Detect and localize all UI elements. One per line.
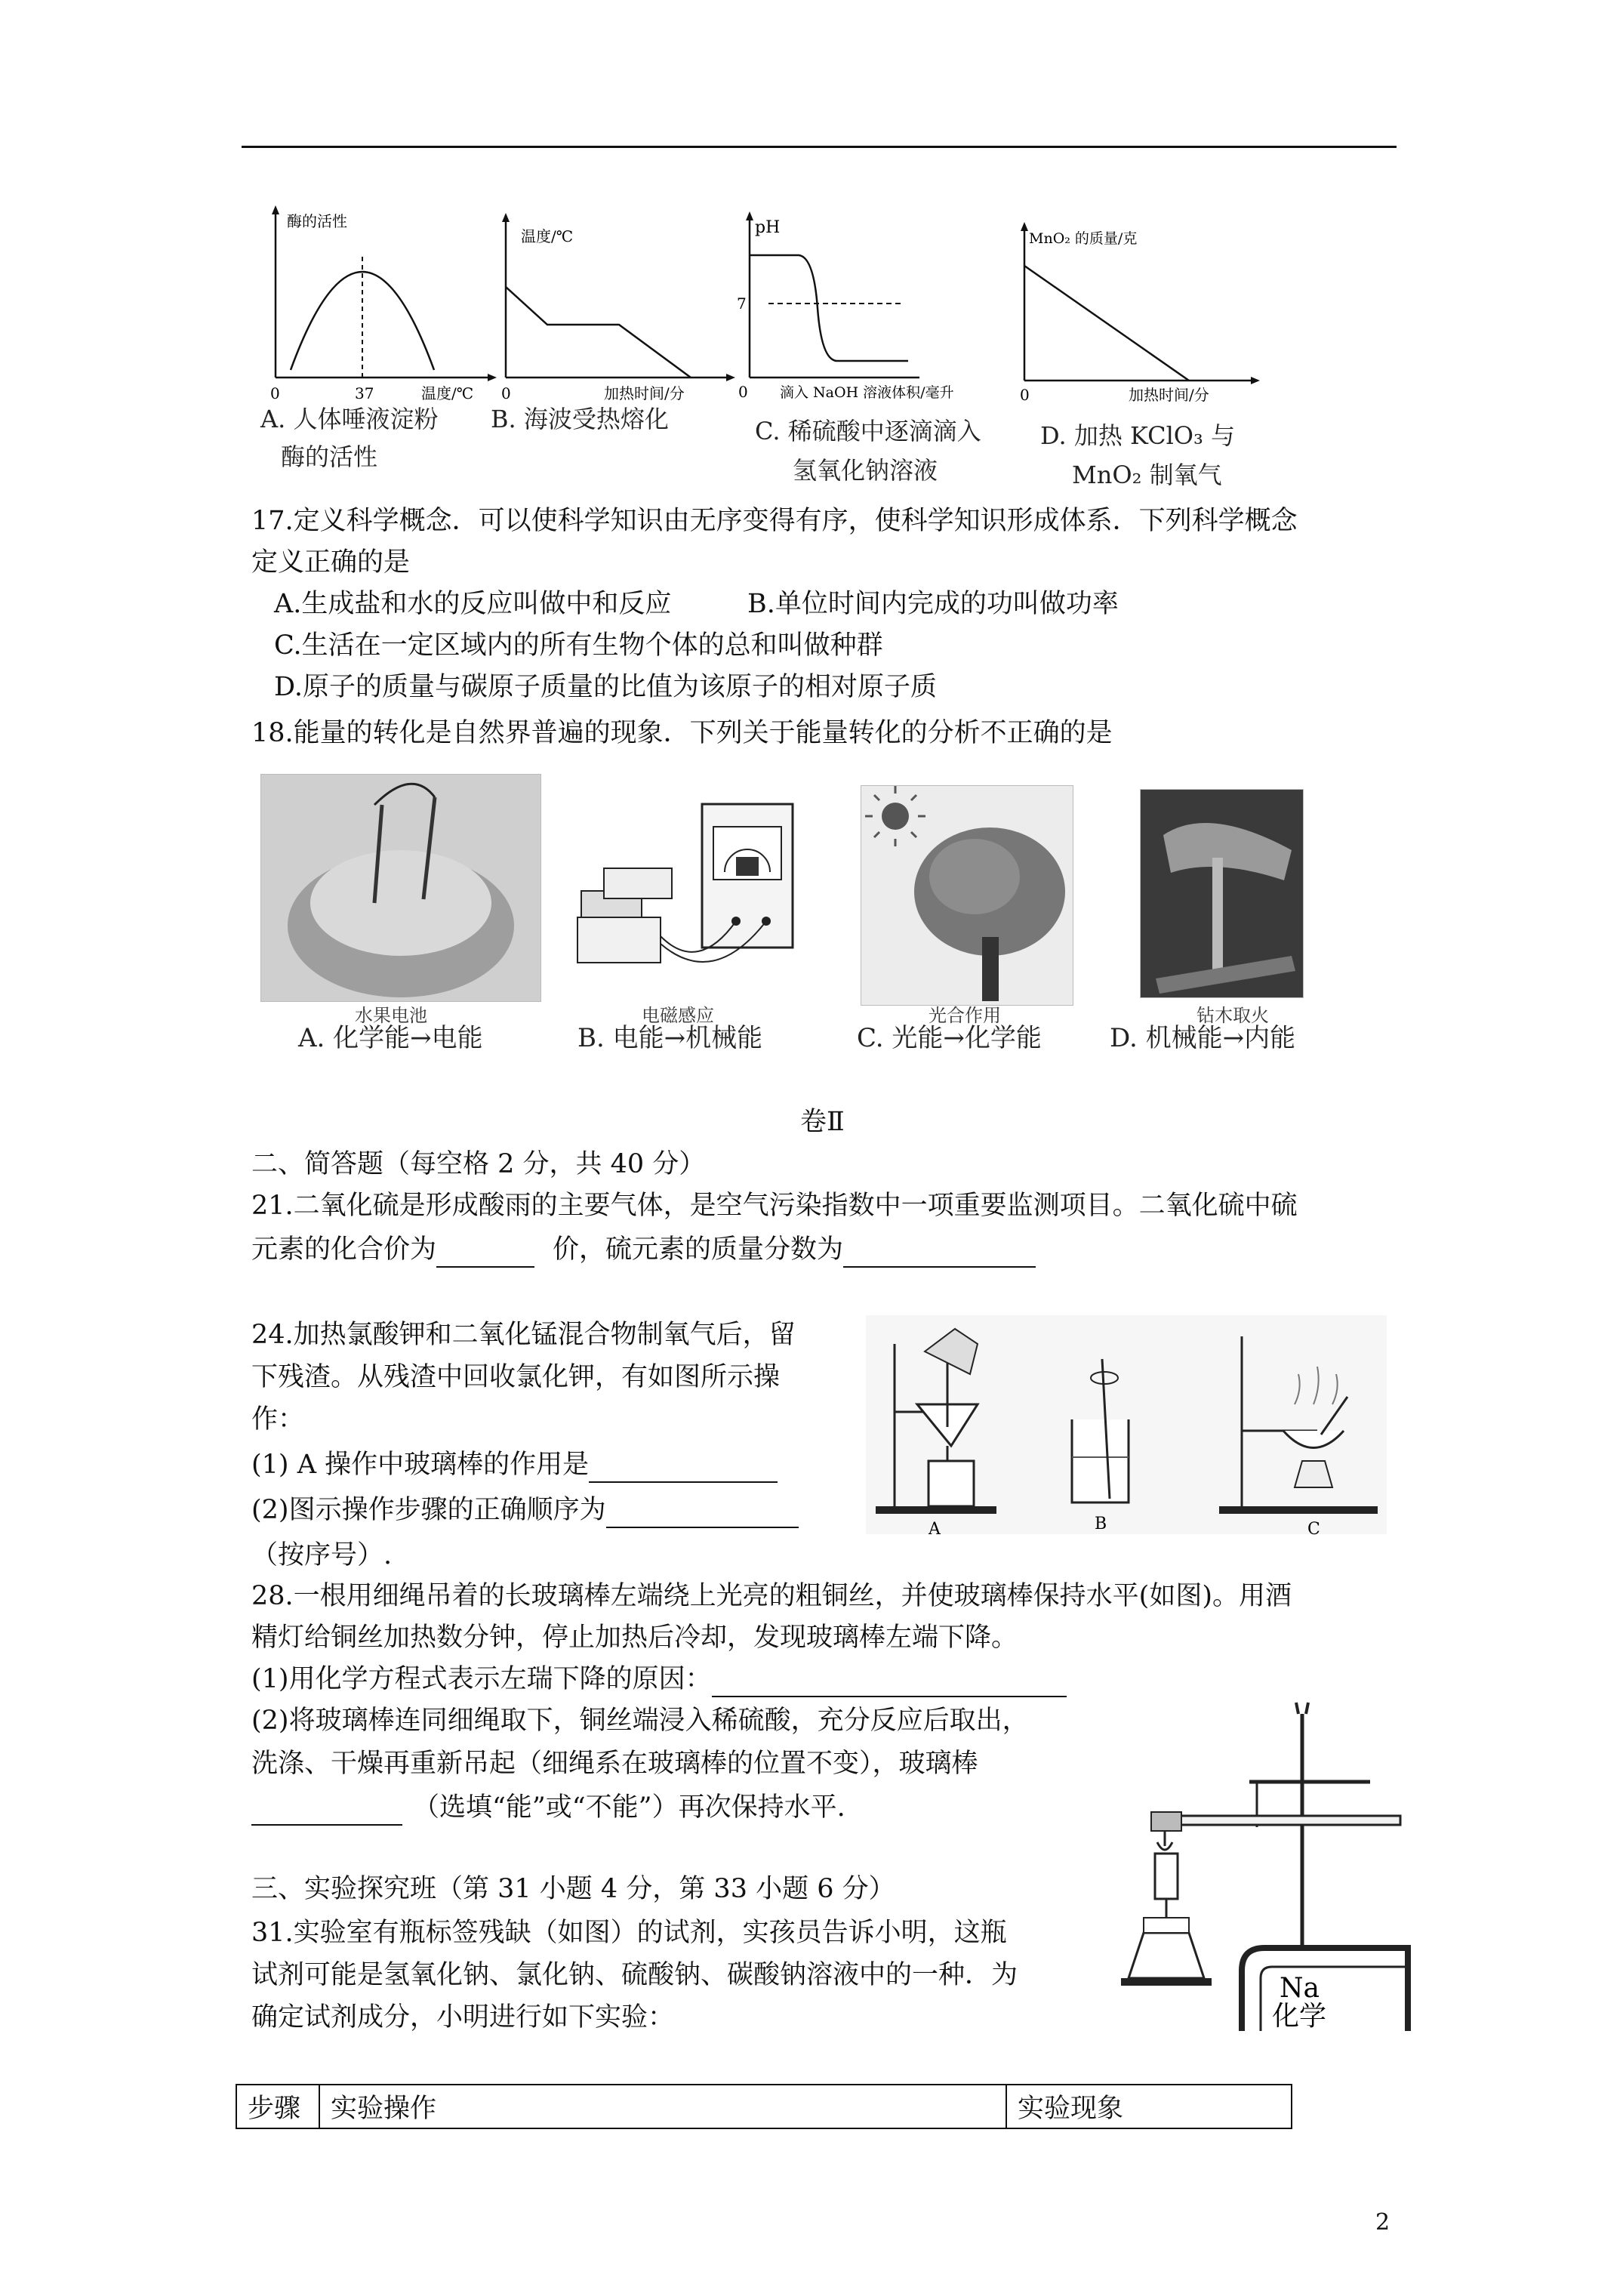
q28-line-1: 28.一根用细绳吊着的长玻璃棒左端绕上光亮的粗铜丝，并使玻璃棒保持水平(如图)。用酒 bbox=[251, 1581, 1292, 1611]
panel-d-caption: D. 机械能→内能 bbox=[1110, 1023, 1296, 1053]
graph-a-caption-2: 酶的活性 bbox=[281, 442, 378, 471]
header-rule bbox=[242, 146, 1397, 148]
q31-experiment-table bbox=[236, 2084, 1292, 2129]
graph-a-tick: 37 bbox=[355, 384, 374, 402]
panel-d-title: 钻木取火 bbox=[1196, 1005, 1269, 1026]
q17-stem-1: 17.定义科学概念．可以使科学知识由无序变得有序，使科学知识形成体系．下列科学概念 bbox=[251, 506, 1298, 536]
table-header-step: 步骤 bbox=[236, 2085, 319, 2128]
table-header-operation: 实验操作 bbox=[319, 2085, 1006, 2128]
q28-line-5: 洗涤、干燥再重新吊起（细绳系在玻璃棒的位置不变），玻璃棒 bbox=[251, 1749, 978, 1779]
q24-line-5 bbox=[251, 1492, 799, 1528]
q24-line-6: （按序号）. bbox=[251, 1540, 393, 1570]
q24-q2-blank[interactable] bbox=[606, 1499, 799, 1528]
q21-valence-blank[interactable] bbox=[436, 1239, 534, 1268]
q31-line-3: 确定试剂成分，小明进行如下实验： bbox=[251, 2002, 675, 2032]
reagent-label-text-2: 化学 bbox=[1272, 2001, 1327, 2032]
graph-c-caption-1: C. 稀硫酸中逐滴滴入 bbox=[755, 417, 981, 445]
section-2-title: 二、简答题（每空格 2 分，共 40 分） bbox=[251, 1149, 706, 1179]
panel-a-caption: A. 化学能→电能 bbox=[298, 1023, 483, 1053]
table-header-phenomenon: 实验现象 bbox=[1006, 2085, 1292, 2128]
graph-a-xlabel: 温度/℃ bbox=[421, 384, 474, 402]
q24-line-4 bbox=[251, 1447, 778, 1483]
graph-c-caption-2: 氢氧化钠溶液 bbox=[793, 456, 938, 485]
graph-d-caption-2: MnO₂ 制氧气 bbox=[1072, 461, 1222, 489]
graph-d-ylabel: MnO₂ 的质量/克 bbox=[1029, 230, 1138, 247]
q31-line-2: 试剂可能是氢氧化钠、氯化钠、硫酸钠、碳酸钠溶液中的一种．为 bbox=[251, 1960, 1018, 1990]
q28-line-6 bbox=[251, 1789, 845, 1826]
q21-line-2 bbox=[251, 1231, 1036, 1268]
photosynthesis-figure bbox=[861, 785, 1073, 1006]
panel-c-caption: C. 光能→化学能 bbox=[857, 1023, 1042, 1053]
graph-c-tick: 7 bbox=[737, 294, 747, 313]
electromagnetic-induction-figure bbox=[562, 785, 834, 1004]
sun-icon bbox=[882, 803, 909, 830]
graph-c-origin: 0 bbox=[738, 383, 748, 401]
q24-fig-label-a: A bbox=[929, 1520, 941, 1539]
q17-stem-2: 定义正确的是 bbox=[251, 547, 411, 578]
section-3-title: 三、实验探究班（第 31 小题 4 分，第 33 小题 6 分） bbox=[251, 1874, 895, 1904]
q24-q1-text: (1) A 操作中玻璃棒的作用是 bbox=[251, 1450, 590, 1480]
panel-c-title: 光合作用 bbox=[929, 1005, 1001, 1026]
graph-b-caption: B. 海波受热熔化 bbox=[491, 405, 669, 433]
graph-c-xlabel: 滴入 NaOH 溶液体积/毫升 bbox=[780, 384, 954, 401]
graph-b-origin: 0 bbox=[501, 384, 511, 402]
q21-text-b: 价，硫元素的质量分数为 bbox=[553, 1234, 844, 1265]
q28-line-2: 精灯给铜丝加热数分钟，停止加热后冷却，发现玻璃棒左端下降。 bbox=[251, 1623, 1018, 1653]
fruit-battery-photo bbox=[260, 774, 541, 1002]
q21-text-a: 元素的化合价为 bbox=[251, 1234, 437, 1265]
table-header-row bbox=[236, 2085, 1292, 2128]
q24-fig-label-b: B bbox=[1095, 1515, 1107, 1533]
q24-q2-text: (2)图示操作步骤的正确顺序为 bbox=[251, 1495, 606, 1525]
graph-d-xlabel: 加热时间/分 bbox=[1129, 386, 1209, 404]
q28-line-3 bbox=[251, 1661, 1067, 1697]
graph-d-mno2-mass bbox=[1015, 220, 1264, 408]
q28-line-4: (2)将玻璃棒连同细绳取下，铜丝端浸入稀硫酸，充分反应后取出， bbox=[251, 1706, 1029, 1736]
q17-option-c: C.生活在一定区域内的所有生物个体的总和叫做种群 bbox=[274, 630, 883, 661]
q24-line-1: 24.加热氯酸钾和二氧化锰混合物制氧气后，留 bbox=[251, 1320, 796, 1350]
q17-option-b: B.单位时间内完成的功叫做功率 bbox=[747, 589, 1119, 619]
graph-a-enzyme-activity bbox=[249, 204, 498, 408]
graph-a-caption-1: A. 人体唾液淀粉 bbox=[260, 405, 439, 433]
q21-mass-fraction-blank[interactable] bbox=[843, 1239, 1036, 1268]
q17-option-a: A.生成盐和水的反应叫做中和反应 bbox=[274, 589, 672, 619]
q24-line-2: 下残渣。从残渣中回收氯化钾，有如图所示操 bbox=[251, 1362, 781, 1392]
graph-a-ylabel: 酶的活性 bbox=[287, 212, 347, 230]
q24-line-3: 作： bbox=[251, 1404, 305, 1435]
q17-option-d: D.原子的质量与碳原子质量的比值为该原子的相对原子质 bbox=[274, 672, 937, 702]
panel-b-caption: B. 电能→机械能 bbox=[577, 1023, 763, 1053]
q21-line-1: 21.二氧化硫是形成酸雨的主要气体，是空气污染指数中一项重要监测项目。二氧化硫中硫 bbox=[251, 1191, 1298, 1221]
q24-fig-label-c: C bbox=[1307, 1520, 1320, 1539]
drilling-wood-fire-photo bbox=[1140, 789, 1304, 998]
graph-b-hypo-melting bbox=[491, 211, 740, 408]
graph-d-caption-1: D. 加热 KClO₃ 与 bbox=[1040, 421, 1236, 450]
q28-equation-blank[interactable] bbox=[712, 1669, 1067, 1697]
graph-c-ylabel: pH bbox=[755, 218, 781, 237]
graph-b-xlabel: 加热时间/分 bbox=[604, 384, 685, 402]
reagent-label-text-1: Na bbox=[1280, 1973, 1320, 2004]
panel-a-title: 水果电池 bbox=[355, 1005, 427, 1026]
page-number: 2 bbox=[1375, 2209, 1390, 2236]
q18-stem: 18.能量的转化是自然界普遍的现象．下列关于能量转化的分析不正确的是 bbox=[251, 718, 1113, 748]
volume-title: 卷Ⅱ bbox=[800, 1107, 845, 1137]
q28-q2-text: （选填“能”或“不能”）再次保持水平. bbox=[413, 1792, 845, 1823]
panel-b-title: 电磁感应 bbox=[642, 1005, 714, 1026]
graph-d-origin: 0 bbox=[1020, 386, 1030, 404]
q28-glass-rod-apparatus bbox=[1129, 1699, 1408, 2031]
q28-q1-text: (1)用化学方程式表示左瑞下降的原因： bbox=[251, 1664, 712, 1694]
q31-line-1: 31.实验室有瓶标签残缺（如图）的试剂，实孩员告诉小明，这瓶 bbox=[251, 1918, 1007, 1948]
graph-a-origin: 0 bbox=[270, 384, 280, 402]
q24-q1-blank[interactable] bbox=[589, 1454, 778, 1483]
graph-c-ph-titration bbox=[738, 210, 1025, 408]
q24-operations-figure bbox=[864, 1314, 1393, 1540]
graph-b-ylabel: 温度/℃ bbox=[521, 227, 574, 245]
q28-q2-blank[interactable] bbox=[251, 1797, 402, 1826]
